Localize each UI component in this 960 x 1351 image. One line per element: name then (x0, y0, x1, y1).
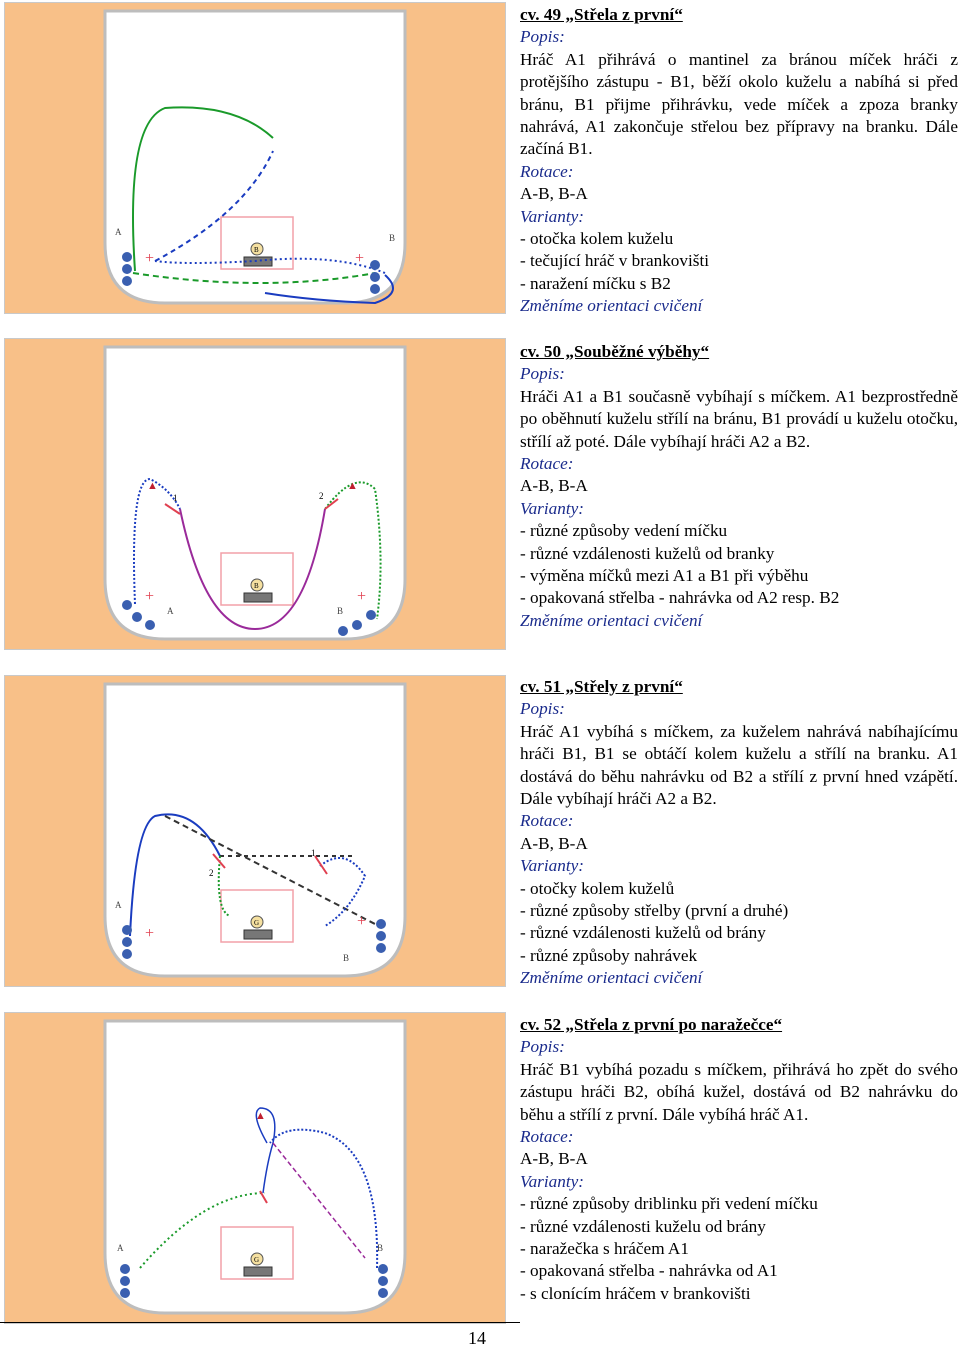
cone-icon: + (357, 913, 367, 930)
varianty-label: Varianty: (520, 206, 584, 226)
text-cv52 (520, 1014, 958, 1305)
variant-item: - opakovaná střelba - nahrávka od A2 resp. B2 (520, 588, 840, 608)
team-a-label: A (115, 227, 122, 237)
svg-text:G: G (254, 919, 260, 927)
variant-item: - otočky kolem kuželů (520, 878, 675, 898)
svg-text:B: B (254, 582, 259, 590)
exercise-title: cv. 49 „Střela z první“ (520, 5, 683, 24)
orientation-note: Změníme orientaci cvičení (520, 296, 703, 316)
variant-item: - různé způsoby vedení míčku (520, 521, 728, 541)
variant-item: - tečující hráč v brankovišti (520, 251, 709, 271)
team-a-label: A (117, 1243, 124, 1253)
rotace-label: Rotace: (520, 1127, 574, 1147)
variant-item: - různé vzdálenosti kuželů od brány (520, 923, 766, 943)
popis-label: Popis: (520, 699, 565, 719)
cone-icon: ▲ (147, 480, 158, 492)
rotace-text: A-B, B-A (520, 1149, 588, 1169)
diagram-cv50 (4, 338, 506, 650)
svg-text:G: G (254, 1256, 260, 1264)
text-cv51 (520, 676, 958, 990)
marker-1-label: 1 (173, 493, 178, 503)
player-circles-a (122, 252, 132, 286)
popis-text: Hráč A1 přihrává o mantinel za bránou míček hráči z protějšího zástupu - B1, běží okolo kuželu a nabíhá si před bránu, B1 přijme přihrávku, vede míček a zpoza branky nahrává, A1 zakončuje střelou bez přípravy na branku. Dále začíná B1. (520, 49, 958, 159)
variant-item: - různé vzdálenosti kuželu od brány (520, 1216, 766, 1236)
popis-label: Popis: (520, 1037, 565, 1057)
player-circles-b (370, 260, 380, 294)
variant-item: - různé způsoby driblinku při vedení míčku (520, 1194, 818, 1214)
rotace-label: Rotace: (520, 454, 574, 474)
cone-icon: + (145, 925, 155, 942)
popis-label: Popis: (520, 364, 565, 384)
variant-item: - naražečka s hráčem A1 (520, 1239, 689, 1259)
text-cv50 (520, 341, 958, 632)
rotace-text: A-B, B-A (520, 833, 588, 853)
svg-text:B: B (254, 246, 259, 254)
orientation-note: Změníme orientaci cvičení (520, 968, 703, 988)
cone-icon: + (145, 588, 155, 605)
varianty-label: Varianty: (520, 856, 584, 876)
cone-icon: ▲ (347, 480, 358, 492)
marker-2-label: 2 (319, 491, 324, 501)
popis-text: Hráči A1 a B1 současně vybíhají s míčkem. A1 bezprostředně po oběhnutí kuželu střílí na bránu, B1 provádí u kuželu otočku, střílí až poté. Dále vybíhají hráči A2 a B2. (520, 386, 958, 451)
player-circles-b (376, 919, 386, 953)
rotace-text: A-B, B-A (520, 184, 588, 204)
exercise-title: cv. 50 „Souběžné výběhy“ (520, 342, 710, 361)
marker-2-label: 2 (209, 868, 214, 878)
orientation-note: Změníme orientaci cvičení (520, 610, 703, 630)
variant-item: - naražení míčku s B2 (520, 273, 671, 293)
footer-rule (0, 1322, 520, 1323)
team-b-label: B (377, 1243, 384, 1253)
team-b-label: B (343, 953, 350, 963)
popis-text: Hráč B1 vybíhá pozadu s míčkem, přihrává ho zpět do svého zástupu hráči B2, obíhá kužel, dostává od B2 nahrávku do běhu a střílí z první. Dále vybíhá hráč A1. (520, 1059, 958, 1124)
team-a-label: A (115, 900, 122, 910)
variant-item: - výměna míčků mezi A1 a B1 při výběhu (520, 566, 809, 586)
diagram-cv49 (4, 2, 506, 314)
marker-1-label: 1 (311, 848, 316, 858)
rotace-text: A-B, B-A (520, 476, 588, 496)
cone-icon: + (355, 250, 365, 267)
rotace-label: Rotace: (520, 811, 574, 831)
cone-icon: + (145, 250, 155, 267)
variant-item: - různé vzdálenosti kuželů od branky (520, 543, 775, 563)
popis-text: Hráč A1 vybíhá s míčkem, za kuželem nahrává nabíhajícímu hráči B1, B1 se obtáčí kolem kuželu a střílí na branku. A1 dostává do běhu nahrávku od B2 a střílí z první hned vzápětí. Dále vybíhají hráči A2 a B2. (520, 721, 958, 809)
variant-item: - různé způsoby nahrávek (520, 945, 698, 965)
exercise-title: cv. 51 „Střely z první“ (520, 677, 683, 696)
text-cv49 (520, 4, 958, 318)
varianty-label: Varianty: (520, 498, 584, 518)
page-number: 14 (468, 1328, 486, 1348)
player-circles-a (122, 925, 132, 959)
team-b-label: B (337, 606, 344, 616)
variant-item: - různé způsoby střelby (první a druhé) (520, 901, 789, 921)
player-circles-b (378, 1264, 388, 1298)
cone-icon: + (357, 588, 367, 605)
variant-item: - s clonícím hráčem v brankovišti (520, 1283, 751, 1303)
rotace-label: Rotace: (520, 161, 574, 181)
diagram-cv52 (4, 1012, 506, 1324)
diagram-cv51 (4, 675, 506, 987)
team-a-label: A (167, 606, 174, 616)
exercise-title: cv. 52 „Střela z první po naražečce“ (520, 1015, 783, 1034)
player-circles-a (120, 1264, 130, 1298)
varianty-label: Varianty: (520, 1171, 584, 1191)
team-b-label: B (389, 233, 396, 243)
popis-label: Popis: (520, 27, 565, 47)
variant-item: - otočka kolem kuželu (520, 229, 674, 249)
cone-icon: ▲ (255, 1110, 266, 1122)
variant-item: - opakovaná střelba - nahrávka od A1 (520, 1261, 778, 1281)
